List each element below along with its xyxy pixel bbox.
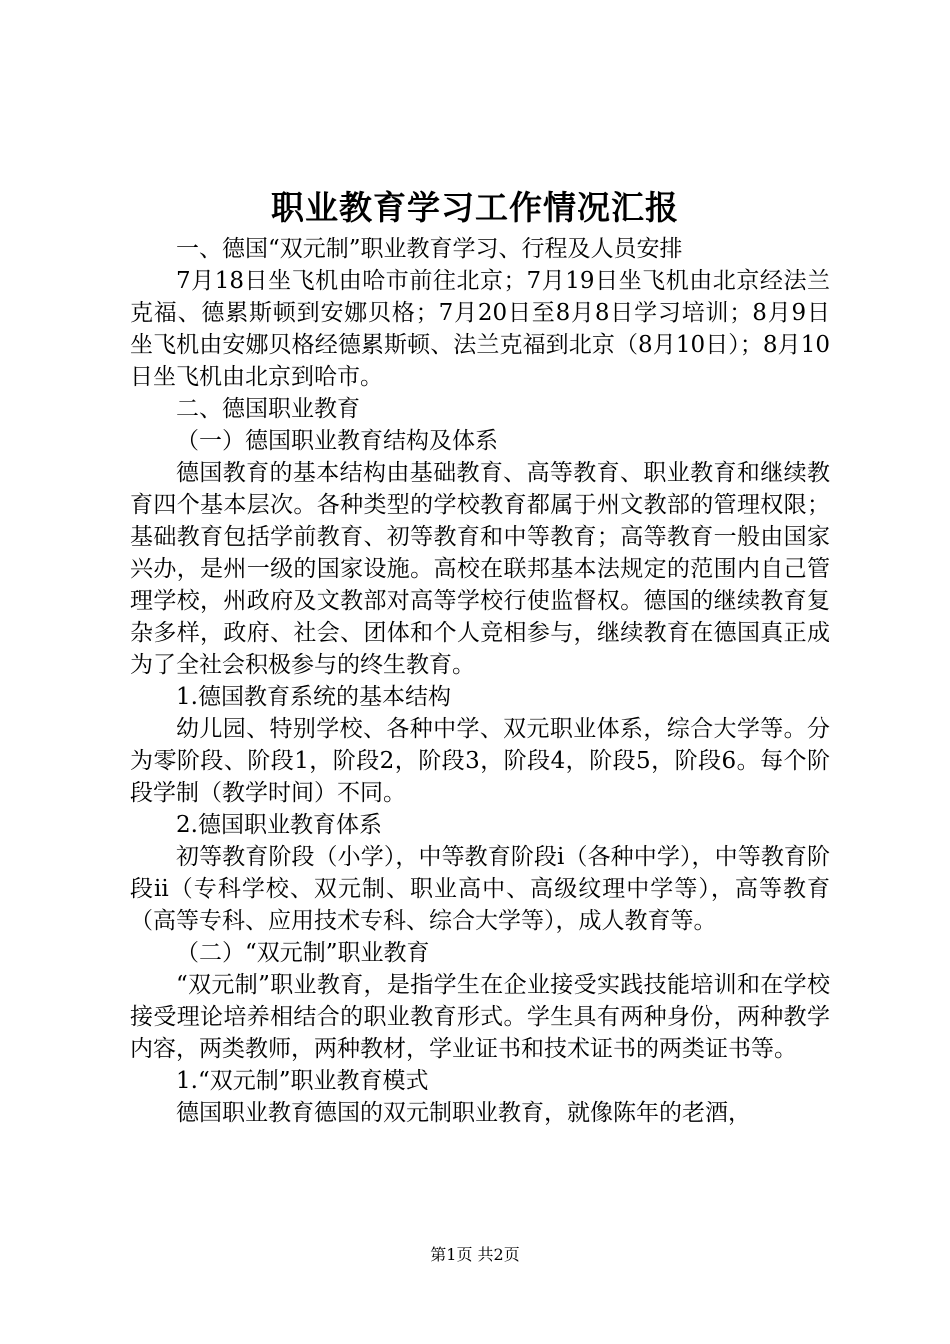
- body-paragraph: 德国职业教育德国的双元制职业教育，就像陈年的老酒，: [176, 1100, 751, 1126]
- document-body: [130, 233, 830, 1129]
- document-title: 职业教育学习工作情况汇报: [271, 188, 679, 227]
- body-paragraph: 幼儿园、特别学校、各种中学、双元职业体系，综合大学等。分为零阶段、阶段1，阶段2，阶段3，阶段4，阶段5，阶段6。每个阶段学制（教学时间）不同。: [130, 716, 830, 806]
- item-heading: 1.德国教育系统的基本结构: [176, 684, 451, 710]
- page-number-footer: 第1页 共2页: [430, 1245, 520, 1264]
- body-paragraph: 德国教育的基本结构由基础教育、高等教育、职业教育和继续教育四个基本层次。各种类型的学校教育都属于州文教部的管理权限；基础教育包括学前教育、初等教育和中等教育；高等教育一般由国家兴办，是州一级的国家设施。高校在联邦基本法规定的范围内自己管理学校，州政府及文教部对高等学校行使监督权。德国的继续教育复杂多样，政府、社会、团体和个人竞相参与，继续教育在德国真正成为了全社会积极参与的终生教育。: [130, 460, 830, 678]
- body-paragraph: “双元制”职业教育，是指学生在企业接受实践技能培训和在学校接受理论培养相结合的职业教育形式。学生具有两种身份，两种教学内容，两类教师，两种教材，学业证书和技术证书的两类证书等。: [130, 972, 830, 1062]
- item-heading: 1.“双元制”职业教育模式: [176, 1068, 429, 1094]
- section-heading: 一、德国“双元制”职业教育学习、行程及人员安排: [176, 236, 683, 262]
- subsection-heading: （一）德国职业教育结构及体系: [176, 428, 498, 454]
- subsection-heading: （二）“双元制”职业教育: [176, 940, 430, 966]
- body-paragraph: 7月18日坐飞机由哈市前往北京；7月19日坐飞机由北京经法兰克福、德累斯顿到安娜贝格；7月20日至8月8日学习培训；8月9日坐飞机由安娜贝格经德累斯顿、法兰克福到北京（8月10日）；8月10日坐飞机由北京到哈市。: [130, 268, 830, 390]
- section-heading: 二、德国职业教育: [176, 396, 360, 422]
- item-heading: 2.德国职业教育体系: [176, 812, 382, 838]
- body-paragraph: 初等教育阶段（小学），中等教育阶段ⅰ（各种中学），中等教育阶段ⅱ（专科学校、双元制、职业高中、高级纹理中学等），高等教育（高等专科、应用技术专科、综合大学等），成人教育等。: [130, 844, 830, 934]
